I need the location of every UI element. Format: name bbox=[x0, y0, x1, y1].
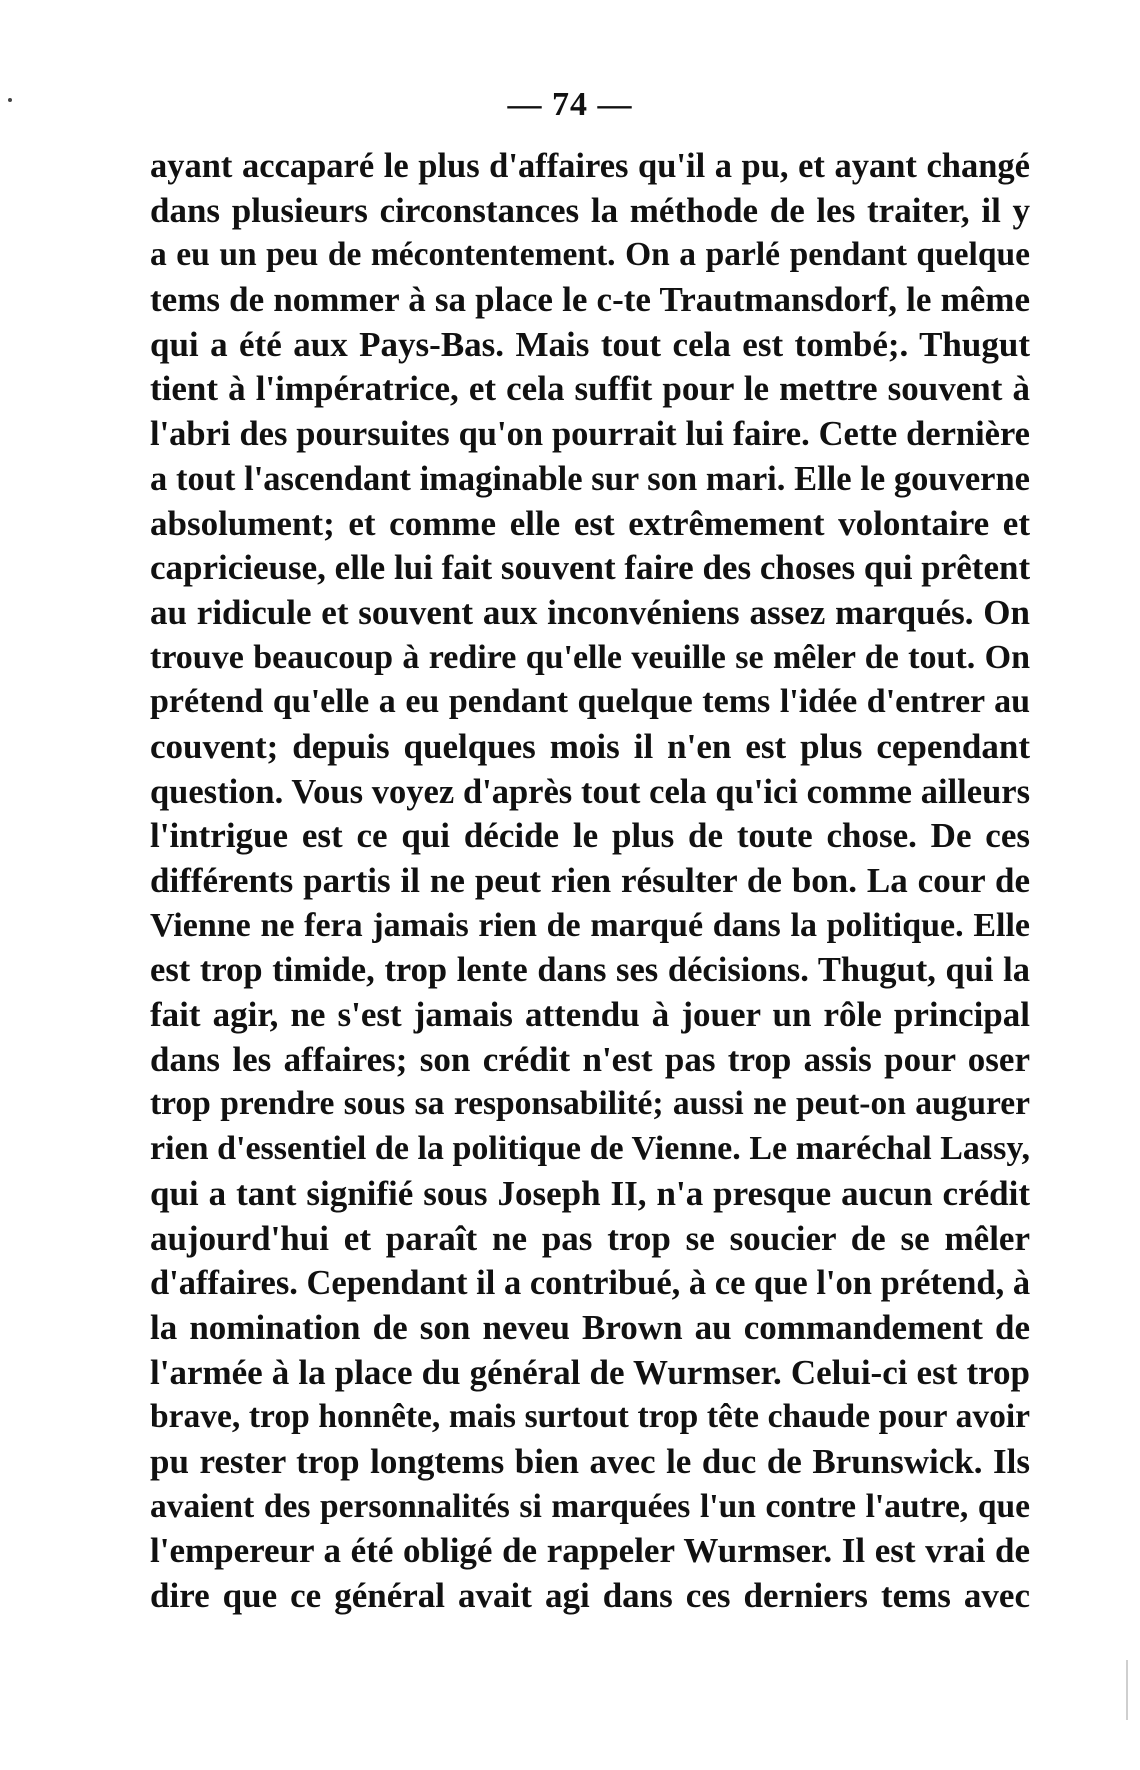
text-line: couvent; depuis quelques mois il n'en est plus cependant bbox=[150, 726, 1030, 766]
text-line: trouve beaucoup à redire qu'elle veuille se mêler de tout. On bbox=[150, 638, 1030, 676]
text-line: au ridicule et souvent aux inconvéniens assez marqués. On bbox=[150, 592, 1030, 632]
text-line: l'empereur a été obligé de rappeler Wurmser. Il est vrai de bbox=[150, 1531, 1030, 1571]
text-line: d'affaires. Cependant il a contribué, à ce que l'on prétend, à bbox=[150, 1264, 1030, 1303]
scan-edge-mark bbox=[1126, 1660, 1128, 1720]
text-line: absolument; et comme elle est extrêmement volontaire et bbox=[150, 503, 1030, 543]
text-line: avaient des personnalités si marquées l'un contre l'autre, que bbox=[150, 1487, 1030, 1525]
text-line: aujourd'hui et paraît ne pas trop se soucier de se mêler bbox=[150, 1218, 1030, 1258]
text-line: tient à l'impératrice, et cela suffit pour le mettre souvent à bbox=[150, 369, 1030, 409]
text-line: l'armée à la place du général de Wurmser. Celui-ci est trop bbox=[150, 1352, 1030, 1392]
text-line: tems de nommer à sa place le c-te Trautmansdorf, le même bbox=[150, 280, 1030, 320]
text-line: prétend qu'elle a eu pendant quelque tems l'idée d'entrer au bbox=[150, 683, 1030, 721]
text-line: question. Vous voyez d'après tout cela qu'ici comme ailleurs bbox=[150, 772, 1030, 811]
text-line: Vienne ne fera jamais rien de marqué dans la politique. Elle bbox=[150, 906, 1030, 944]
text-line: ayant accaparé le plus d'affaires qu'il a pu, et ayant changé bbox=[150, 147, 1030, 185]
page-number: — 74 — bbox=[507, 86, 633, 123]
text-line: qui a été aux Pays-Bas. Mais tout cela est tombé;. Thugut bbox=[150, 324, 1030, 364]
text-line: dire que ce général avait agi dans ces derniers tems avec bbox=[150, 1576, 1030, 1615]
text-line: dans les affaires; son crédit n'est pas trop assis pour oser bbox=[150, 1039, 1030, 1079]
text-line: trop prendre sous sa responsabilité; aussi ne peut-on augurer bbox=[150, 1085, 1030, 1123]
text-line: brave, trop honnête, mais surtout trop tête chaude pour avoir bbox=[150, 1398, 1030, 1436]
text-line: rien d'essentiel de la politique de Vienne. Le maréchal Lassy, bbox=[150, 1130, 1030, 1168]
text-line: qui a tant signifié sous Joseph II, n'a presque aucun crédit bbox=[150, 1173, 1030, 1213]
body-text bbox=[150, 144, 1030, 1619]
text-line: l'intrigue est ce qui décide le plus de toute chose. De ces bbox=[150, 816, 1030, 856]
text-line: la nomination de son neveu Brown au commandement de bbox=[150, 1307, 1030, 1347]
text-line: dans plusieurs circonstances la méthode de les traiter, il y bbox=[150, 190, 1030, 230]
text-line: capricieuse, elle lui fait souvent faire des choses qui prêtent bbox=[150, 548, 1030, 588]
text-line: pu rester trop longtems bien avec le duc de Brunswick. Ils bbox=[150, 1441, 1030, 1481]
text-line: fait agir, ne s'est jamais attendu à jouer un rôle principal bbox=[150, 995, 1030, 1035]
text-line: a eu un peu de mécontentement. On a parlé pendant quelque bbox=[150, 236, 1030, 274]
text-line: différents partis il ne peut rien résulter de bon. La cour de bbox=[150, 861, 1030, 900]
text-line: a tout l'ascendant imaginable sur son mari. Elle le gouverne bbox=[150, 459, 1030, 498]
text-line: l'abri des poursuites qu'on pourrait lui faire. Cette dernière bbox=[150, 415, 1030, 454]
text-line: est trop timide, trop lente dans ses décisions. Thugut, qui la bbox=[150, 951, 1030, 990]
